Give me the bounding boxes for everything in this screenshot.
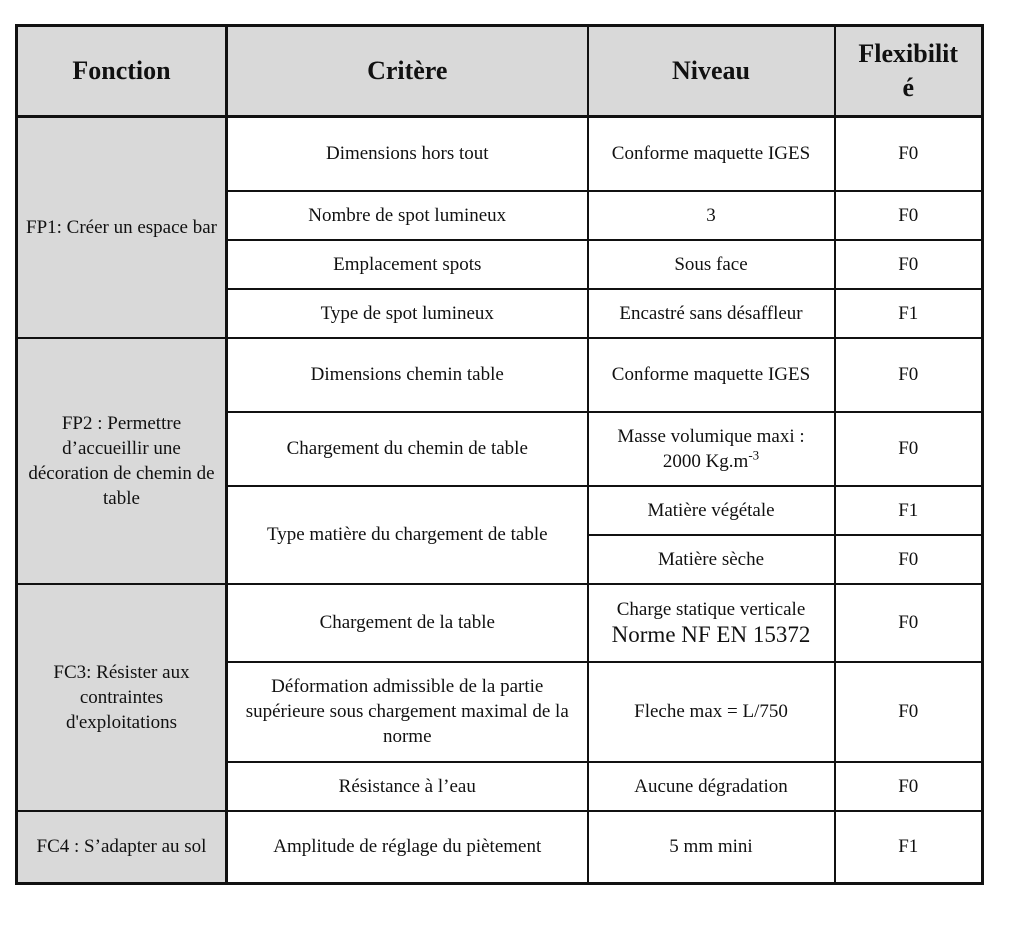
- critere-cell: Dimensions chemin table: [227, 338, 588, 412]
- critere-cell: Chargement du chemin de table: [227, 412, 588, 486]
- fonction-cell: FP1: Créer un espace bar: [17, 117, 227, 338]
- exponent: -3: [748, 447, 760, 463]
- header-flexibilite: [835, 26, 983, 117]
- table-row: [17, 338, 983, 412]
- table-row: [17, 584, 983, 662]
- niveau-cell: Matière sèche: [588, 535, 835, 584]
- critere-cell: Type de spot lumineux: [227, 289, 588, 338]
- flex-cell: F0: [835, 191, 983, 240]
- flex-cell: F0: [835, 117, 983, 191]
- critere-cell: Chargement de la table: [227, 584, 588, 662]
- critere-cell: Résistance à l’eau: [227, 762, 588, 811]
- critere-cell: Déformation admissible de la partie supérieure sous chargement maximal de la norme: [227, 662, 588, 762]
- flex-cell: F1: [835, 289, 983, 338]
- niveau-cell: Matière végétale: [588, 486, 835, 535]
- niveau-cell: Conforme maquette IGES: [588, 117, 835, 191]
- fonction-cell: FP2 : Permettre d’accueillir une décoration de chemin de table: [17, 338, 227, 584]
- header-fonction: Fonction: [17, 26, 227, 117]
- niveau-cell: [588, 412, 835, 486]
- niveau-cell: Sous face: [588, 240, 835, 289]
- flex-cell: F0: [835, 412, 983, 486]
- niveau-cell: Fleche max = L/750: [588, 662, 835, 762]
- niveau-line1: Masse volumique maxi :: [617, 425, 805, 447]
- niveau-cell: Aucune dégradation: [588, 762, 835, 811]
- header-niveau: Niveau: [588, 26, 835, 117]
- table-row: [17, 811, 983, 884]
- header-row: [17, 26, 983, 117]
- critere-cell: Dimensions hors tout: [227, 117, 588, 191]
- header-critere: Critère: [227, 26, 588, 117]
- flex-cell: F0: [835, 338, 983, 412]
- fonction-cell: FC3: Résister aux contraintes d'exploitations: [17, 584, 227, 811]
- niveau-line2: Norme NF EN 15372: [611, 621, 811, 647]
- critere-cell: Type matière du chargement de table: [227, 486, 588, 584]
- niveau-cell: Encastré sans désaffleur: [588, 289, 835, 338]
- critere-cell: Emplacement spots: [227, 240, 588, 289]
- specification-table: [15, 24, 984, 885]
- niveau-cell: 3: [588, 191, 835, 240]
- critere-cell: Amplitude de réglage du piètement: [227, 811, 588, 884]
- header-flexibilite-line2: é: [902, 73, 915, 102]
- critere-cell: Nombre de spot lumineux: [227, 191, 588, 240]
- fonction-cell: FC4 : S’adapter au sol: [17, 811, 227, 884]
- niveau-line2: 2000 Kg.m: [662, 450, 749, 472]
- flex-cell: F1: [835, 811, 983, 884]
- flex-cell: F0: [835, 535, 983, 584]
- flex-cell: F0: [835, 584, 983, 662]
- flex-cell: F0: [835, 662, 983, 762]
- flex-cell: F0: [835, 240, 983, 289]
- niveau-line1: Charge statique verticale: [616, 598, 806, 620]
- niveau-cell: 5 mm mini: [588, 811, 835, 884]
- table-row: [17, 117, 983, 191]
- flex-cell: F0: [835, 762, 983, 811]
- flex-cell: F1: [835, 486, 983, 535]
- header-flexibilite-line1: Flexibilit: [858, 39, 959, 68]
- niveau-cell: [588, 584, 835, 662]
- niveau-cell: Conforme maquette IGES: [588, 338, 835, 412]
